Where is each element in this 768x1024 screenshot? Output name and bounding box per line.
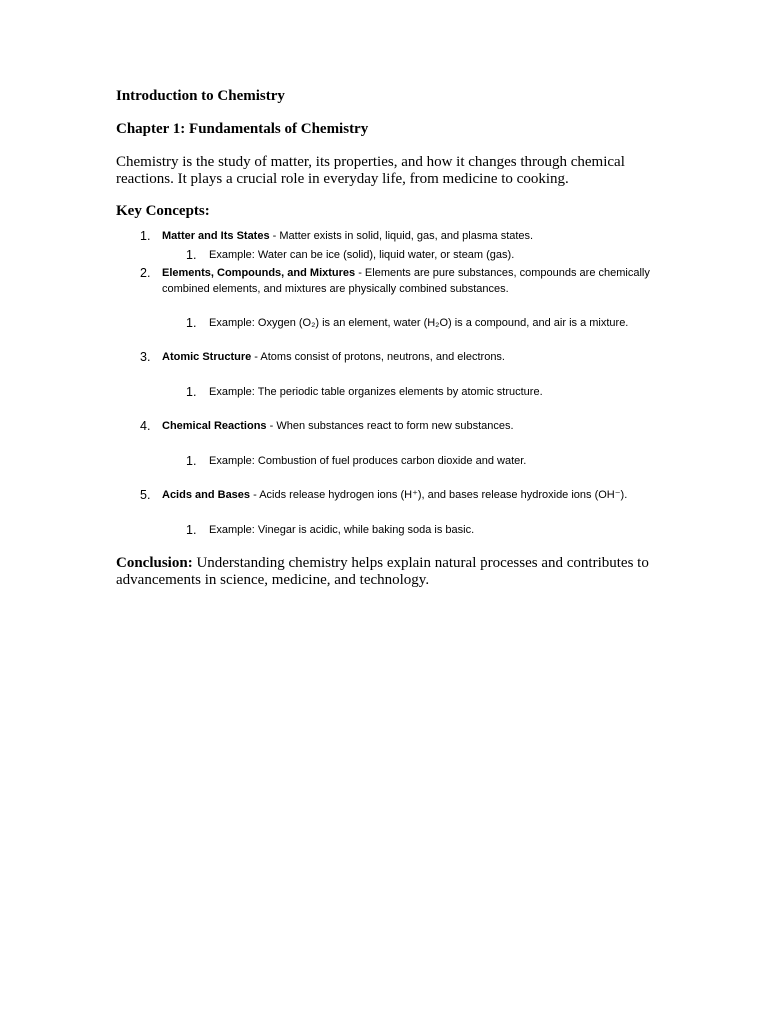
concept-name: Elements, Compounds, and Mixtures <box>162 267 356 279</box>
example-text: Example: The periodic table organizes elements by atomic structure. <box>209 386 543 398</box>
concept-number: 1. <box>140 229 151 243</box>
key-concepts-heading: Key Concepts: <box>116 203 210 219</box>
example-number: 1. <box>186 385 197 399</box>
concept-item <box>116 487 656 503</box>
concept-name: Atomic Structure <box>162 351 252 363</box>
example-number: 1. <box>186 523 197 537</box>
example-text: Example: Oxygen (O₂) is an element, water (H₂O) is a compound, and air is a mixture. <box>209 317 629 329</box>
conclusion-paragraph <box>116 555 656 589</box>
example-text: Example: Combustion of fuel produces carbon dioxide and water. <box>209 455 527 467</box>
concept-description: - When substances react to form new substances. <box>266 420 514 432</box>
conclusion-label: Conclusion: <box>116 555 193 571</box>
concept-item <box>116 265 656 297</box>
example-number: 1. <box>186 248 197 262</box>
concept-example <box>116 247 656 263</box>
concept-number: 5. <box>140 488 151 502</box>
concept-number: 4. <box>140 419 151 433</box>
chapter-heading: Chapter 1: Fundamentals of Chemistry <box>116 121 369 137</box>
concept-name: Acids and Bases <box>162 489 251 501</box>
concept-example <box>116 384 656 400</box>
concept-example <box>116 453 656 469</box>
example-number: 1. <box>186 316 197 330</box>
example-number: 1. <box>186 454 197 468</box>
concept-example <box>116 522 656 538</box>
conclusion-text: Understanding chemistry helps explain natural processes and contributes to advancements in science, medicine, and technology. <box>116 555 649 588</box>
concept-item <box>116 349 656 365</box>
concept-description: - Matter exists in solid, liquid, gas, and plasma states. <box>269 230 534 242</box>
concept-description: - Atoms consist of protons, neutrons, and electrons. <box>251 351 505 363</box>
intro-paragraph: Chemistry is the study of matter, its properties, and how it changes through chemical reactions. It plays a crucial role in everyday life, from medicine to cooking. <box>116 154 625 187</box>
concept-name: Matter and Its States <box>162 230 270 242</box>
example-text: Example: Vinegar is acidic, while baking soda is basic. <box>209 524 475 536</box>
example-text: Example: Water can be ice (solid), liquid water, or steam (gas). <box>209 249 515 261</box>
key-concepts-list <box>116 228 656 538</box>
document-page <box>116 86 656 589</box>
concept-example <box>116 315 656 331</box>
concept-number: 3. <box>140 350 151 364</box>
document-title: Introduction to Chemistry <box>116 88 285 104</box>
concept-item <box>116 418 656 434</box>
concept-number: 2. <box>140 266 151 280</box>
concept-item <box>116 228 656 244</box>
concept-name: Chemical Reactions <box>162 420 267 432</box>
concept-description: - Acids release hydrogen ions (H⁺), and bases release hydroxide ions (OH⁻). <box>250 489 628 501</box>
concept-description: - Elements are pure substances, compounds are chemically combined elements, and mixtures are physically combined substances. <box>162 267 650 295</box>
